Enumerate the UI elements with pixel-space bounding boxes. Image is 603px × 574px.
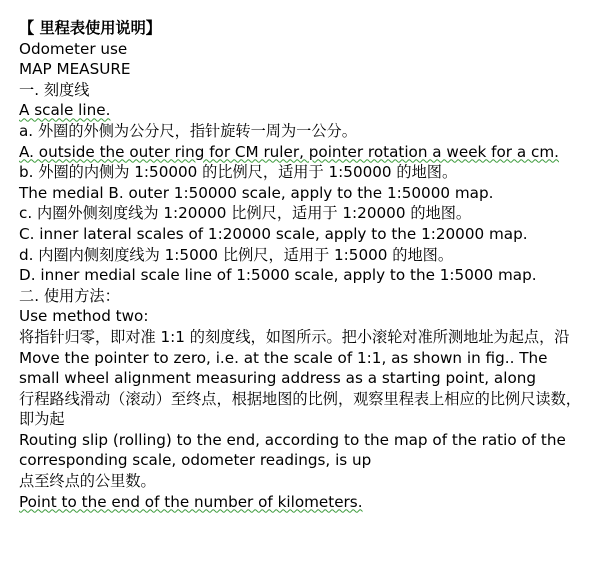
step-3-english: Point to the end of the number of kilometers.: [19, 492, 363, 511]
item-a-english: A. outside the outer ring for CM ruler, pointer rotation a week for a cm.: [19, 142, 559, 161]
item-d-english: D. inner medial scale line of 1:5000 scale, apply to the 1:5000 map.: [19, 266, 537, 285]
step-3-chinese: 点至终点的公里数。: [19, 472, 156, 491]
item-c-english: C. inner lateral scales of 1:20000 scale, apply to the 1:20000 map.: [19, 224, 528, 243]
document-title: 【 里程表使用说明】: [19, 19, 161, 37]
scale-line-text: A scale line.: [19, 101, 111, 120]
document-body: [19, 18, 589, 512]
use-method-text: Use method two:: [19, 307, 149, 326]
step-1-english: Move the pointer to zero, i.e. at the scale of 1:1, as shown in fig.. The small wheel alignment measuring address as a starting point, along: [19, 348, 548, 388]
step-2-english: Routing slip (rolling) to the end, according to the map of the ratio of the corresponding scale, odometer readings, is up: [19, 430, 566, 470]
section-1-heading: 一. 刻度线: [19, 80, 90, 99]
item-d-chinese: d. 内圈内侧刻度线为 1:5000 比例尺，适用于 1:5000 的地图。: [19, 245, 454, 264]
item-b-english: The medial B. outer 1:50000 scale, apply to the 1:50000 map.: [19, 183, 494, 202]
line-odometer-use: Odometer use: [19, 39, 128, 58]
item-b-chinese: b. 外圈的内侧为 1:50000 的比例尺，适用于 1:50000 的地图。: [19, 163, 458, 182]
step-2-chinese: 行程路线滑动（滚动）至终点，根据地图的比例，观察里程表上相应的比例尺读数，即为起: [19, 389, 581, 429]
section-2-heading: 二. 使用方法：: [19, 286, 120, 305]
line-map-measure: MAP MEASURE: [19, 60, 131, 79]
item-a-chinese: a. 外圈的外侧为公分尺，指针旋转一周为一公分。: [19, 121, 357, 140]
step-1-chinese: 将指针归零，即对准 1:1 的刻度线，如图所示。把小滚轮对准所测地址为起点，沿: [19, 327, 570, 346]
item-c-chinese: c. 内圈外侧刻度线为 1:20000 比例尺，适用于 1:20000 的地图。: [19, 204, 472, 223]
